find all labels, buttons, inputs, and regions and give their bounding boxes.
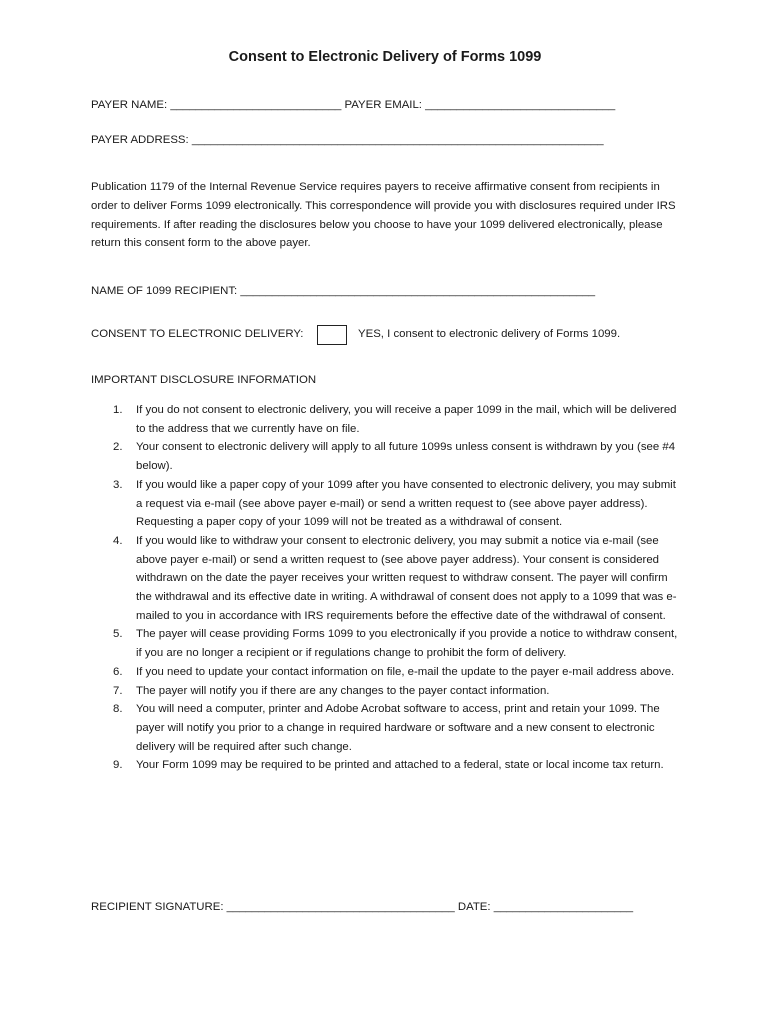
consent-checkbox-text: YES, I consent to electronic delivery of Forms 1099. <box>358 328 621 340</box>
disclosure-item <box>91 476 681 532</box>
disclosure-number: 1. <box>113 404 123 416</box>
disclosure-text: Your Form 1099 may be required to be printed and attached to a federal, state or local income tax return. <box>136 759 664 772</box>
disclosure-text: If you would like a paper copy of your 1099 after you have consented to electronic delivery, you may submit a request via e-mail (see above payer e-mail) or send a written request to (see above payer address). Requesting a paper copy of your 1099 will not be treated as a withdrawal of consent. <box>136 478 676 529</box>
disclosure-text: If you do not consent to electronic delivery, you will receive a paper 1099 in the mail, which will be delivered to the address that we currently have on file. <box>136 404 677 435</box>
disclosure-text: The payer will cease providing Forms 1099 to you electronically if you provide a notice to withdraw consent, if you are no longer a recipient or if regulations change to prohibit the form of delivery. <box>136 628 678 660</box>
disclosure-number: 2. <box>113 441 123 454</box>
disclosure-number: 9. <box>113 759 123 772</box>
disclosure-text: The payer will notify you if there are any changes to the payer contact information. <box>136 684 550 697</box>
disclosure-item <box>91 401 681 438</box>
disclosure-number: 3. <box>113 478 123 491</box>
disclosure-item <box>91 663 681 682</box>
disclosure-item <box>91 682 681 701</box>
disclosure-text: If you would like to withdraw your consent to electronic delivery, you may submit a notice via e-mail (see above payer e-mail) or send a written request to (see above payer address). Your consent is considered withdrawn on the date the payer receives your written request to withdraw consent. The payer will confirm the withdrawal and its effective date in writing. A withdrawal of consent does not apply to a 1099 that was e-mailed to you in accordance with IRS requirements before the effective date of the withdrawal of consent. <box>136 534 677 622</box>
disclosure-number: 6. <box>113 665 123 678</box>
disclosure-number: 7. <box>113 684 123 697</box>
signature-date-line: RECIPIENT SIGNATURE: ____________________________________ DATE: ______________________ <box>91 901 634 913</box>
disclosure-item <box>91 532 681 626</box>
disclosure-text: You will need a computer, printer and Adobe Acrobat software to access, print and retain your 1099. The payer will notify you prior to a change in required hardware or software and a new consent to electronic delivery will be required after such change. <box>136 703 660 753</box>
disclosure-number: 5. <box>113 628 123 641</box>
disclosure-item <box>91 438 681 475</box>
disclosure-number: 4. <box>113 534 123 547</box>
recipient-name-line: NAME OF 1099 RECIPIENT: ________________________________________________________ <box>91 285 596 297</box>
page-title: Consent to Electronic Delivery of Forms 1099 <box>228 49 542 65</box>
consent-checkbox[interactable] <box>317 325 347 345</box>
disclosure-number: 8. <box>113 703 123 716</box>
disclosure-item <box>91 756 681 775</box>
disclosure-text: If you need to update your contact information on file, e-mail the update to the payer e-mail address above. <box>136 665 675 678</box>
payer-address-line: PAYER ADDRESS: _________________________________________________________________ <box>91 134 604 146</box>
disclosure-heading: IMPORTANT DISCLOSURE INFORMATION <box>91 374 317 386</box>
payer-name-email-line: PAYER NAME: ___________________________ PAYER EMAIL: ______________________________ <box>91 99 616 111</box>
disclosure-item <box>91 625 681 662</box>
disclosure-text: Your consent to electronic delivery will apply to all future 1099s unless consent is withdrawn by you (see #4 below). <box>136 441 676 473</box>
consent-label: CONSENT TO ELECTRONIC DELIVERY: <box>91 328 304 340</box>
intro-paragraph: Publication 1179 of the Internal Revenue Service requires payers to receive affirmative consent from recipients in order to deliver Forms 1099 electronically. This correspondence will provide you with disclosures required under IRS requirements. If after reading the disclosures below you choose to have your 1099 delivered electronically, please return this consent form to the above payer. <box>91 181 676 250</box>
disclosure-item <box>91 700 681 756</box>
disclosure-list <box>91 401 681 775</box>
